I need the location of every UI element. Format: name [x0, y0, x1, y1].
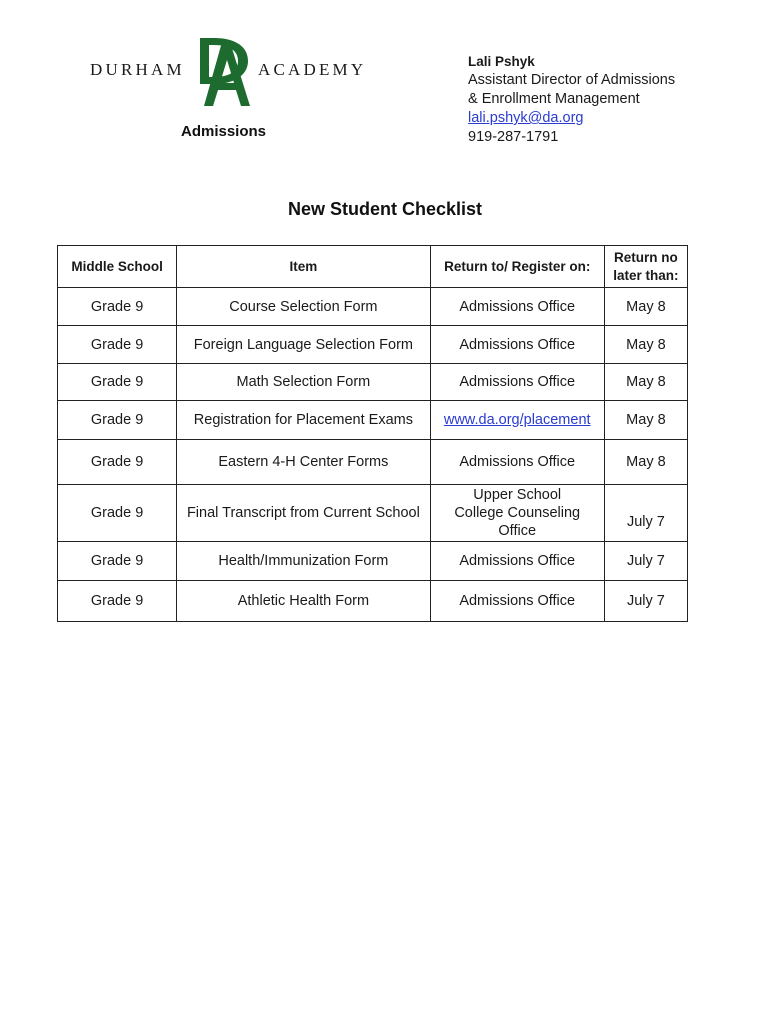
cell-deadline: May 8	[604, 326, 687, 364]
cell-item: Athletic Health Form	[177, 581, 430, 622]
cell-grade: Grade 9	[58, 440, 177, 485]
table-row	[58, 288, 688, 326]
page-title: New Student Checklist	[287, 199, 483, 219]
logo-word-durham: DURHAM	[90, 60, 185, 79]
table-header-row	[58, 246, 688, 288]
cell-item: Eastern 4-H Center Forms	[177, 440, 430, 485]
cell-deadline: May 8	[604, 288, 687, 326]
cell-deadline: July 7	[604, 581, 687, 622]
cell-return-to-line-2: College Counseling	[454, 505, 581, 521]
cell-item: Final Transcript from Current School	[177, 485, 430, 542]
table-row	[58, 542, 688, 581]
cell-return-to-line-1: Upper School	[473, 487, 562, 503]
cell-grade: Grade 9	[58, 326, 177, 364]
cell-return-to	[430, 401, 604, 440]
cell-item: Registration for Placement Exams	[177, 401, 430, 440]
contact-phone: 919-287-1791	[468, 129, 559, 145]
header-deadline	[604, 246, 687, 288]
cell-grade: Grade 9	[58, 581, 177, 622]
table-row	[58, 326, 688, 364]
cell-return-to	[430, 485, 604, 542]
cell-deadline: July 7	[604, 542, 687, 581]
da-monogram-icon	[192, 36, 256, 108]
cell-return-to-line-3: Office	[498, 523, 537, 539]
cell-grade: Grade 9	[58, 401, 177, 440]
cell-deadline: May 8	[604, 401, 687, 440]
cell-grade: Grade 9	[58, 288, 177, 326]
cell-return-to: Admissions Office	[430, 288, 604, 326]
contact-name: Lali Pshyk	[468, 54, 535, 69]
header-return-to: Return to/ Register on:	[430, 246, 604, 288]
contact-title-line-2: & Enrollment Management	[468, 91, 640, 107]
header-middle-school: Middle School	[58, 246, 177, 288]
header-deadline-line-2: later than:	[613, 267, 679, 283]
contact-email-link[interactable]: lali.pshyk@da.org	[468, 110, 584, 126]
durham-academy-logo	[90, 36, 370, 108]
cell-grade: Grade 9	[58, 485, 177, 542]
cell-return-to: Admissions Office	[430, 581, 604, 622]
cell-item: Course Selection Form	[177, 288, 430, 326]
checklist-table	[57, 245, 688, 622]
cell-deadline: May 8	[604, 364, 687, 401]
cell-item: Foreign Language Selection Form	[177, 326, 430, 364]
header-item: Item	[177, 246, 430, 288]
cell-return-to: Admissions Office	[430, 326, 604, 364]
table-row	[58, 581, 688, 622]
cell-item: Health/Immunization Form	[177, 542, 430, 581]
table-row	[58, 364, 688, 401]
department-label: Admissions	[181, 123, 267, 140]
cell-deadline: July 7	[604, 485, 687, 542]
contact-title-line-1: Assistant Director of Admissions	[468, 72, 676, 88]
cell-return-to: Admissions Office	[430, 364, 604, 401]
placement-exam-link[interactable]: www.da.org/placement	[443, 412, 591, 428]
logo-word-academy: ACADEMY	[258, 60, 367, 79]
contact-block	[468, 52, 728, 147]
cell-return-to: Admissions Office	[430, 440, 604, 485]
cell-grade: Grade 9	[58, 542, 177, 581]
header-deadline-line-1: Return no	[614, 249, 678, 265]
cell-deadline: May 8	[604, 440, 687, 485]
cell-grade: Grade 9	[58, 364, 177, 401]
table-row	[58, 401, 688, 440]
table-row	[58, 485, 688, 542]
cell-return-to: Admissions Office	[430, 542, 604, 581]
cell-item: Math Selection Form	[177, 364, 430, 401]
table-row	[58, 440, 688, 485]
